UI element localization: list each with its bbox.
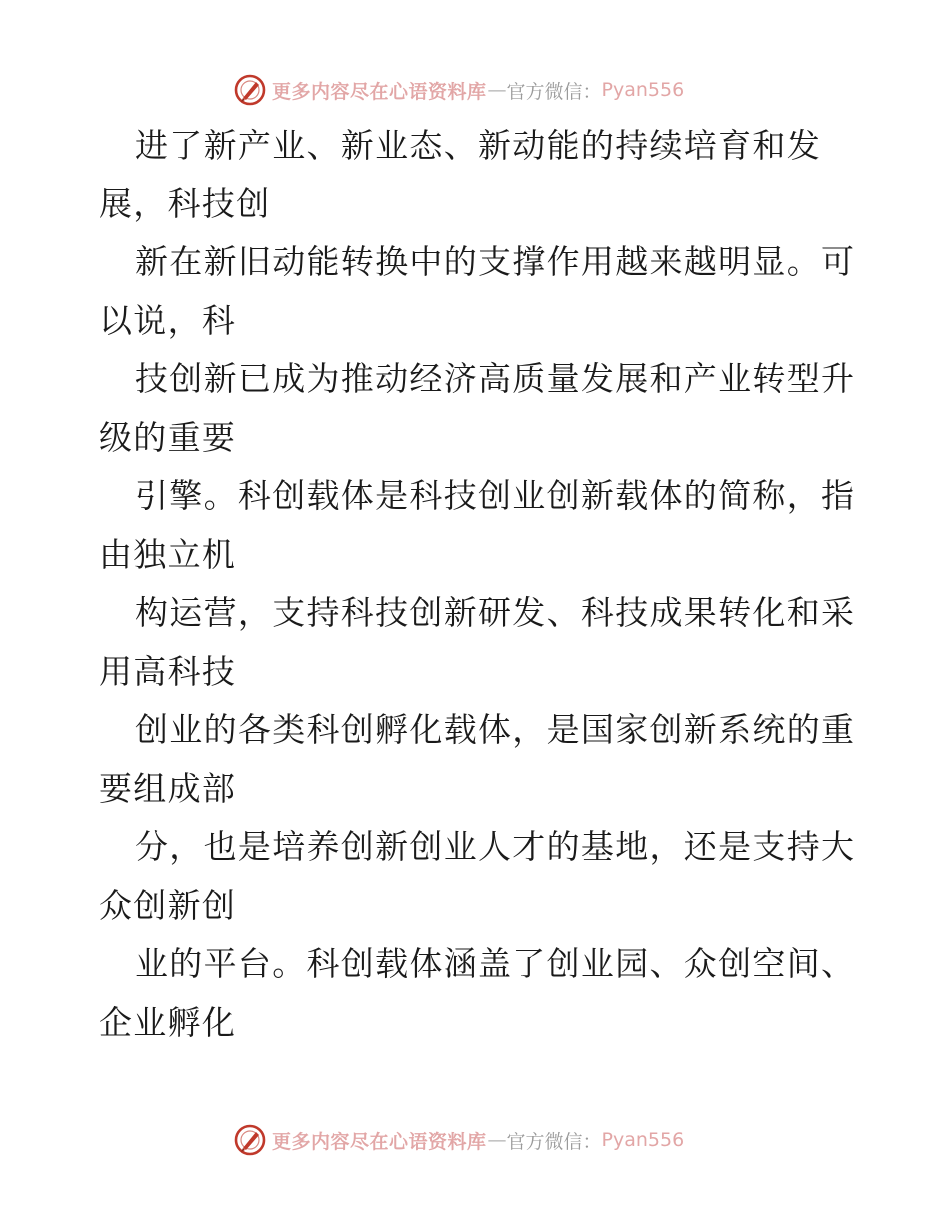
banner-separator: — [487,79,507,101]
text-line: 构运营，支持科技创新研发、科技成果转化和采 [135,593,856,632]
text-line: 众创新创 [99,886,237,925]
banner-wechat-id: Pyan556 [601,1129,685,1151]
text-line: 业的平台。科创载体涵盖了创业园、众创空间、 [135,944,856,983]
text-line: 引擎。科创载体是科技创业创新载体的简称，指 [135,476,856,515]
text-line: 技创新已成为推动经济高质量发展和产业转型升 [135,359,856,398]
quill-logo-icon [234,74,266,106]
text-line: 以说，科 [99,301,237,340]
text-line: 级的重要 [99,418,237,457]
banner-wechat-label: 官方微信： [506,1130,602,1153]
header-banner-content [234,74,684,106]
banner-wechat-label: 官方微信： [506,80,602,103]
text-line: 用高科技 [99,652,237,691]
banner-separator: — [487,1129,507,1151]
footer-banner [0,1120,950,1160]
quill-logo-icon [234,1124,266,1156]
text-line: 企业孵化 [99,1003,237,1042]
text-line: 展，科技创 [99,184,271,223]
text-line: 分，也是培养创新创业人才的基地，还是支持大 [135,827,856,866]
text-line: 创业的各类科创孵化载体，是国家创新系统的重 [135,710,856,749]
footer-banner-content [234,1124,684,1156]
banner-title: 更多内容尽在心语资料库 [272,80,487,103]
banner-title: 更多内容尽在心语资料库 [272,1130,487,1153]
text-line: 进了新产业、新业态、新动能的持续培育和发 [135,126,821,165]
banner-wechat-id: Pyan556 [601,79,685,101]
text-line: 要组成部 [99,769,237,808]
text-line: 由独立机 [99,535,237,574]
header-banner [0,70,950,110]
text-line: 新在新旧动能转换中的支撑作用越来越明显。可 [135,242,856,281]
